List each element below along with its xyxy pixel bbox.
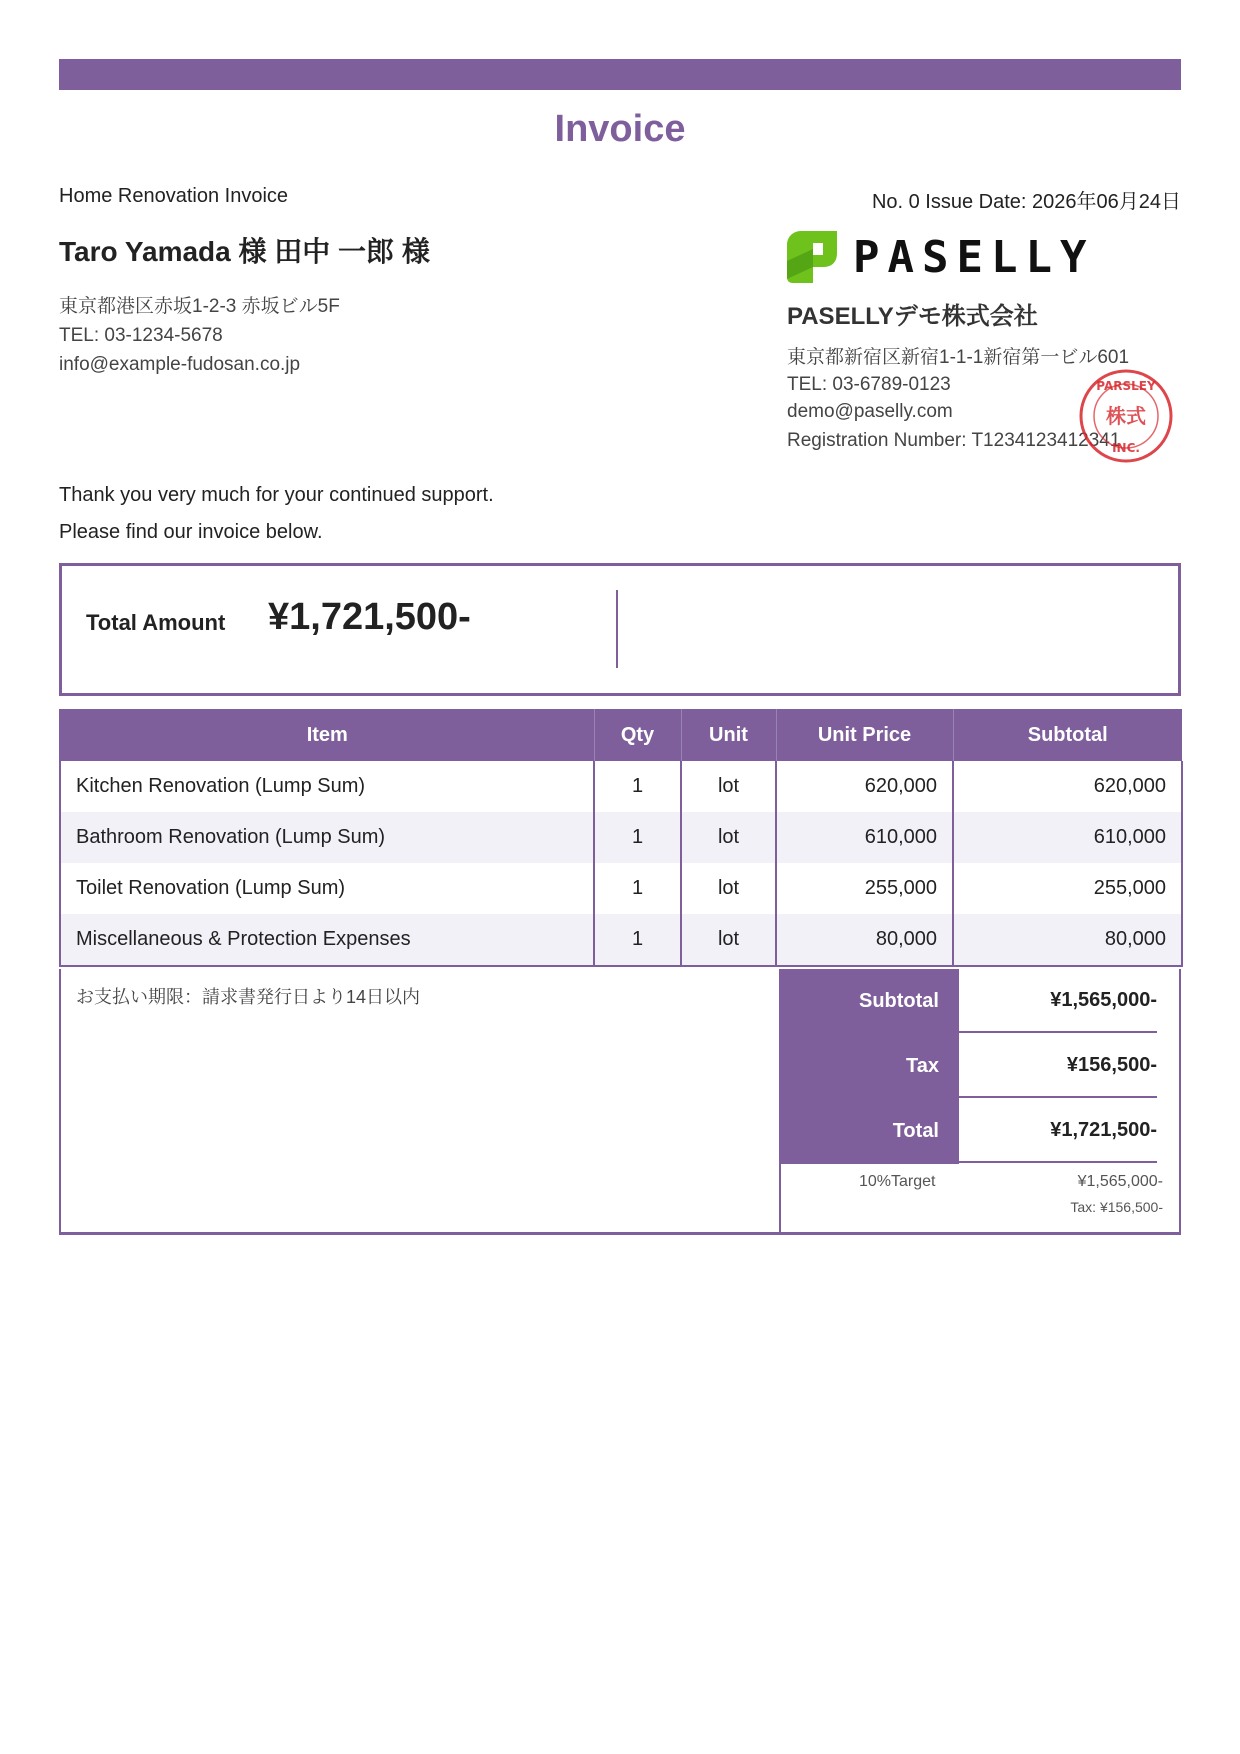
cell-qty: 1 [594,761,681,812]
page-title: Invoice [554,108,686,150]
header-accent-bar [59,59,1181,90]
cell-unit: lot [681,914,776,966]
column-header-subtotal: Subtotal [953,709,1182,761]
client-email: info@example-fudosan.co.jp [59,354,301,375]
cell-qty: 1 [594,863,681,914]
client-tel: TEL: 03-1234-5678 [59,325,223,346]
svg-text:INC.: INC. [1112,441,1140,455]
cell-unit: lot [681,863,776,914]
svg-text:PARSLEY: PARSLEY [1096,379,1156,393]
cell-subtotal: 620,000 [953,761,1182,812]
cell-unit-price: 255,000 [776,863,953,914]
summary-total-label: Total [892,1120,939,1142]
line-items-table [59,709,1183,967]
cell-unit: lot [681,761,776,812]
table-header-row [60,709,1182,761]
greeting-line-1: Thank you very much for your continued support. [59,484,494,506]
company-name: PASELLYデモ株式会社 [787,303,1038,330]
invoice-number-date: No. 0 Issue Date: 2026年06月24日 [871,191,1181,213]
table-row [60,863,1182,914]
summary-row-subtotal [781,969,1179,1033]
cell-qty: 1 [594,812,681,863]
greeting-message [59,477,494,551]
cell-subtotal: 80,000 [953,914,1182,966]
client-name: Taro Yamada 様 田中 一郎 様 [59,236,430,267]
client-info [59,292,340,379]
summary-subtotal-value: ¥1,565,000- [959,969,1157,1033]
summary-row-total [781,1099,1179,1163]
total-amount-label: Total Amount [86,610,226,635]
cell-item: Miscellaneous & Protection Expenses [60,914,594,966]
cell-item: Bathroom Renovation (Lump Sum) [60,812,594,863]
total-amount-value: ¥1,721,500- [268,596,471,638]
company-address: 東京都新宿区新宿1-1-1新宿第一ビル601 [787,347,1130,368]
logo-wordmark: PASELLY [853,231,1095,283]
table-row [60,761,1182,812]
column-header-item: Item [60,709,594,761]
cell-qty: 1 [594,914,681,966]
greeting-line-2: Please find our invoice below. [59,521,323,543]
table-row [60,914,1182,966]
cell-subtotal: 255,000 [953,863,1182,914]
cell-unit-price: 610,000 [776,812,953,863]
company-tel: TEL: 03-6789-0123 [787,374,951,395]
company-email: demo@paselly.com [787,401,953,422]
tax-rate-tax: Tax: ¥156,500- [1070,1199,1163,1215]
total-amount-box [59,563,1181,696]
paselly-leaf-icon [787,231,837,283]
column-header-qty: Qty [594,709,681,761]
company-seal-stamp [1078,368,1174,464]
company-logo [787,230,1094,284]
registration-number: Registration Number: T1234123412341 [787,430,1121,451]
total-box-divider [616,590,618,668]
table-row [60,812,1182,863]
summary-subtotal-label: Subtotal [859,990,939,1012]
column-header-unit-price: Unit Price [776,709,953,761]
column-header-unit: Unit [681,709,776,761]
invoice-subject: Home Renovation Invoice [59,185,289,207]
cell-unit: lot [681,812,776,863]
summary-total-value: ¥1,721,500- [959,1099,1157,1163]
summary-tax-value: ¥156,500- [959,1034,1157,1098]
cell-item: Toilet Renovation (Lump Sum) [60,863,594,914]
summary-row-tax [781,1034,1179,1098]
client-address: 東京都港区赤坂1-2-3 赤坂ビル5F [59,296,340,317]
cell-unit-price: 620,000 [776,761,953,812]
cell-item: Kitchen Renovation (Lump Sum) [60,761,594,812]
tax-rate-label: 10%Target [859,1173,936,1190]
cell-subtotal: 610,000 [953,812,1182,863]
cell-unit-price: 80,000 [776,914,953,966]
summary-tax-label: Tax [906,1055,939,1077]
payment-terms-note: お支払い期限：請求書発行日より14日以内 [76,987,421,1007]
tax-rate-amount: ¥1,565,000- [1077,1173,1163,1190]
summary-section [59,969,1181,1235]
svg-text:株式: 株式 [1106,404,1146,428]
